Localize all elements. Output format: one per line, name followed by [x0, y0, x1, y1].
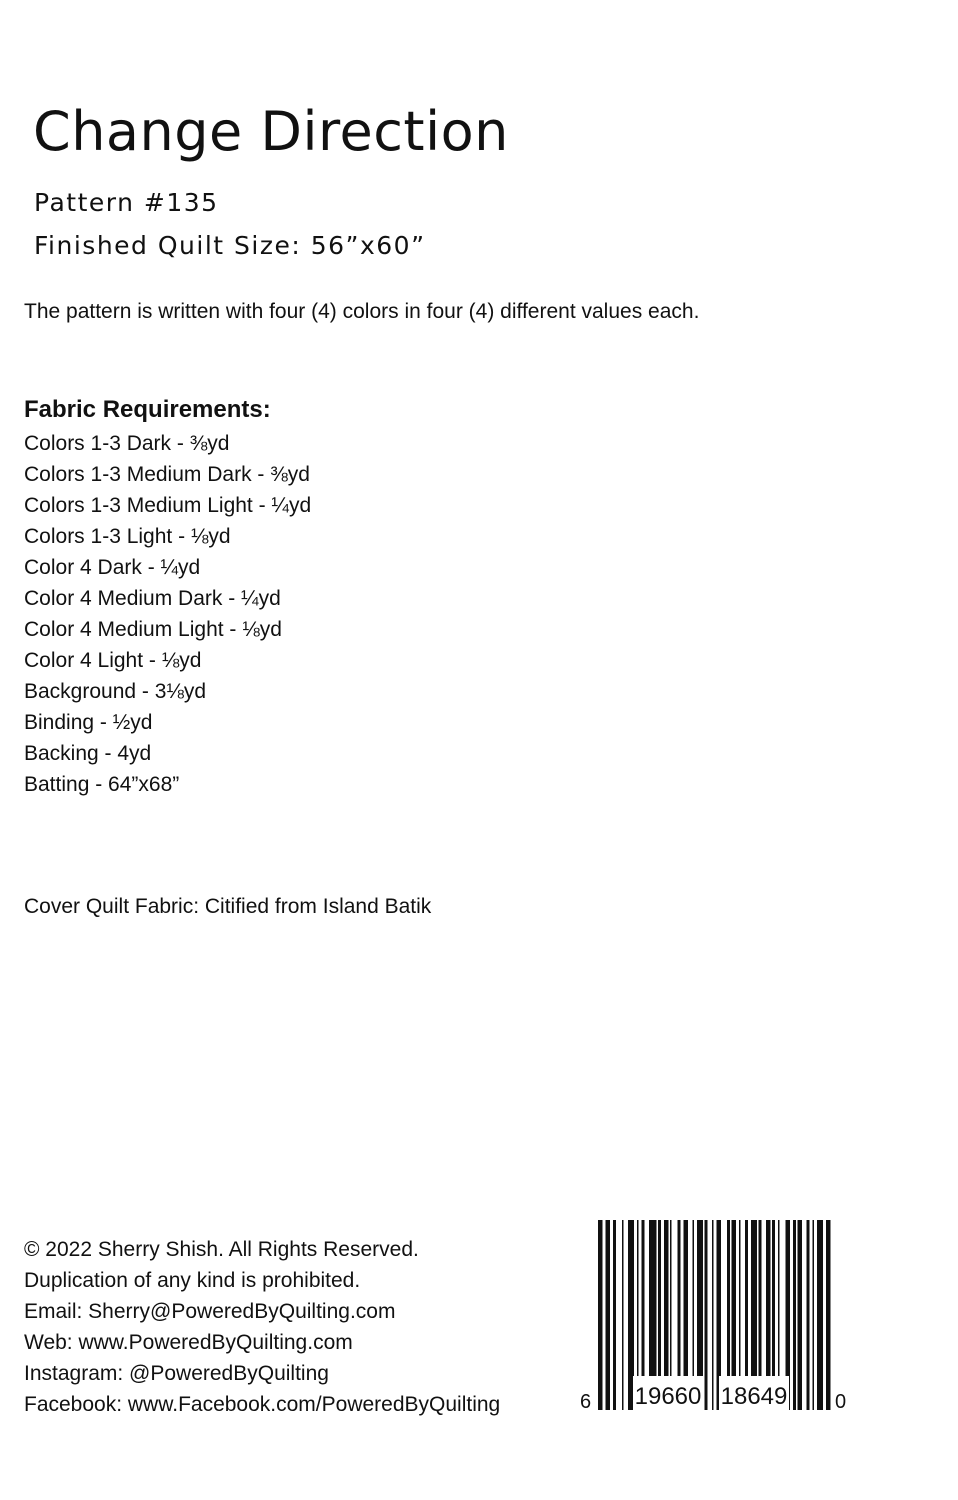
- list-item: Color 4 Medium Dark - ¼yd: [24, 587, 281, 610]
- list-item: Batting - 64”x68”: [24, 773, 180, 796]
- cover-quilt-fabric-note: Cover Quilt Fabric: Citified from Island Batik: [24, 895, 432, 918]
- upc-barcode: [578, 1218, 850, 1414]
- duplication-notice: Duplication of any kind is prohibited.: [24, 1269, 361, 1292]
- instagram-line[interactable]: Instagram: @PoweredByQuilting: [24, 1362, 329, 1385]
- list-item: Colors 1-3 Dark - ⅜yd: [24, 432, 230, 455]
- facebook-line[interactable]: Facebook: www.Facebook.com/PoweredByQuilting: [24, 1393, 501, 1416]
- list-item: Backing - 4yd: [24, 742, 152, 765]
- barcode-bar: [813, 1220, 815, 1410]
- pattern-number: Pattern #135: [34, 188, 219, 217]
- website-line[interactable]: Web: www.PoweredByQuilting.com: [24, 1331, 353, 1354]
- email-line[interactable]: Email: Sherry@PoweredByQuilting.com: [24, 1300, 396, 1323]
- list-item: Color 4 Dark - ¼yd: [24, 556, 201, 579]
- barcode-bar: [793, 1220, 796, 1410]
- list-item: Colors 1-3 Medium Dark - ⅜yd: [24, 463, 310, 486]
- list-item: Color 4 Light - ⅛yd: [24, 649, 202, 672]
- barcode-bar: [622, 1220, 624, 1410]
- pattern-intro: The pattern is written with four (4) colors in four (4) different values each.: [24, 300, 700, 323]
- fabric-requirements-heading: Fabric Requirements:: [24, 396, 271, 423]
- pattern-title: Change Direction: [33, 100, 509, 163]
- barcode-bar: [705, 1220, 708, 1410]
- fabric-requirements-list: [24, 428, 311, 800]
- barcode-bar: [807, 1220, 810, 1410]
- footer-contact-info: [24, 1234, 500, 1420]
- list-item: Colors 1-3 Light - ⅛yd: [24, 525, 231, 548]
- list-item: Color 4 Medium Light - ⅛yd: [24, 618, 282, 641]
- barcode-digit-right: 0: [835, 1391, 847, 1413]
- list-item: Binding - ½yd: [24, 711, 153, 734]
- list-item: Background - 3⅛yd: [24, 680, 207, 703]
- barcode-bar: [606, 1220, 611, 1410]
- copyright-line: © 2022 Sherry Shish. All Rights Reserved.: [24, 1238, 419, 1261]
- barcode-bar: [613, 1220, 616, 1410]
- list-item: Colors 1-3 Medium Light - ¼yd: [24, 494, 312, 517]
- barcode-bar: [712, 1220, 714, 1410]
- barcode-bar: [598, 1220, 603, 1410]
- finished-quilt-size: Finished Quilt Size: 56”x60”: [34, 231, 426, 260]
- barcode-bar: [798, 1220, 803, 1410]
- barcode-group-left: 19660: [634, 1383, 702, 1410]
- barcode-digit-left: 6: [580, 1391, 592, 1413]
- barcode-graphic: [578, 1218, 850, 1414]
- barcode-bar: [817, 1220, 823, 1410]
- barcode-group-right: 18649: [720, 1383, 788, 1410]
- barcode-bar: [826, 1220, 831, 1410]
